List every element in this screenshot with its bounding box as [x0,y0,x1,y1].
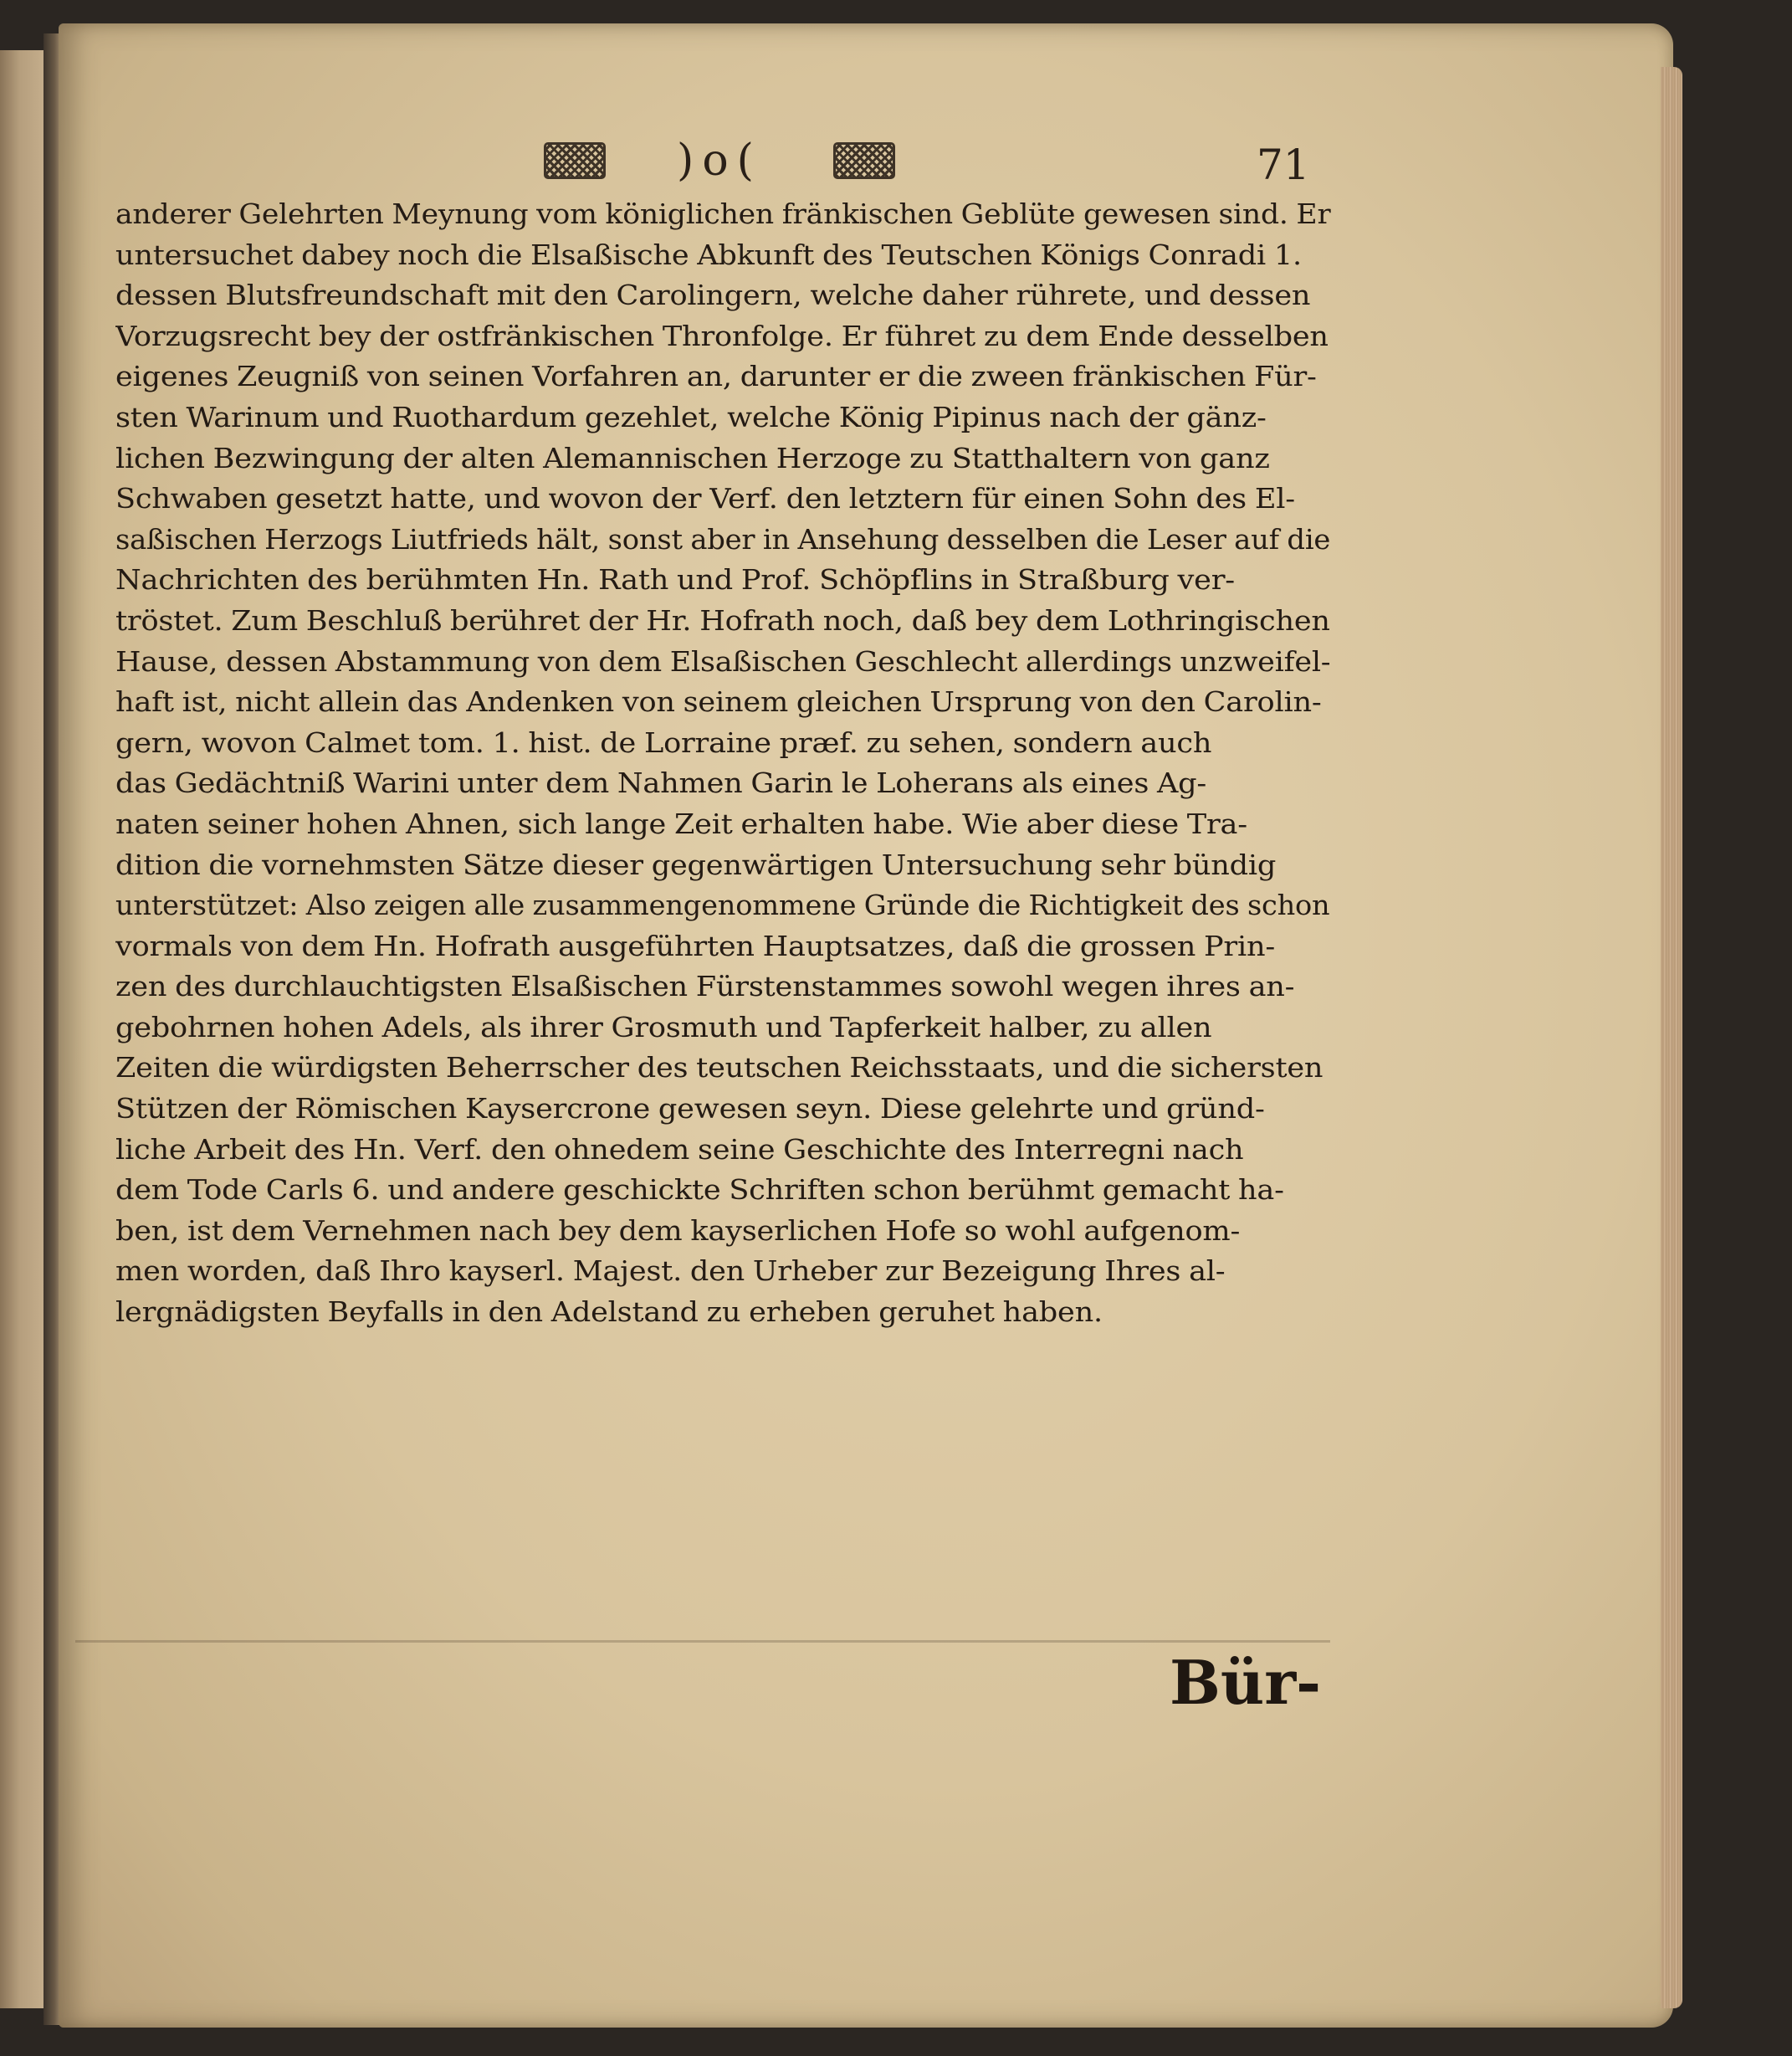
text-line: eigenes Zeugniß von seinen Vorfahren an, darunter er die zween fränkischen Für- [115,361,1317,393]
text-line: das Gedächtniß Warini unter dem Nahmen Garin le Loherans als eines Ag- [115,767,1207,800]
text-line: gern, wovon Calmet tom. 1. hist. de Lorraine præf. zu sehen, sondern auch [115,726,1212,759]
text-line: Stützen der Römischen Kaysercrone gewesen seyn. Diese gelehrte und gründ- [115,1093,1265,1125]
text-line: men worden, daß Ihro kayserl. Majest. den Urheber zur Bezeigung Ihres al- [115,1255,1226,1288]
text-line: untersuchet dabey noch die Elsaßische Abkunft des Teutschen Königs Conradi 1. [115,238,1302,271]
text-line: naten seiner hohen Ahnen, sich lange Zeit erhalten habe. Wie aber diese Tra- [115,808,1247,840]
page-number: 71 [1257,141,1310,189]
text-line: vormals von dem Hn. Hofrath ausgeführten Hauptsatzes, daß die grossen Prin- [115,930,1276,962]
text-line: lichen Bezwingung der alten Alemannischen Herzoge zu Statthaltern von ganz [115,442,1270,474]
body-text [115,194,1330,1333]
text-line: sten Warinum und Ruothardum gezehlet, welche König Pipinus nach der gänz- [115,401,1267,433]
text-line: unterstützet: Also zeigen alle zusammengenommene Gründe die Richtigkeit des schon [115,890,1330,922]
text-line: dition die vornehmsten Sätze dieser gegenwärtigen Untersuchung sehr bündig [115,849,1277,881]
text-line: saßischen Herzogs Liutfrieds hält, sonst aber in Ansehung desselben die Leser auf die [115,523,1331,556]
text-line: tröstet. Zum Beschluß berühret der Hr. Hofrath noch, daß bey dem Lothringischen [115,604,1330,637]
text-line: anderer Gelehrten Meynung vom königlichen fränkischen Geblüte gewesen sind. Er [115,198,1331,230]
ornament-left-icon [544,142,606,179]
header-center-mark: )o( [677,136,762,186]
left-page-sliver [0,50,49,2008]
catchword: Bür- [1170,1647,1322,1718]
ornament-right-icon [833,142,895,179]
text-line: Zeiten die würdigsten Beherrscher des teutschen Reichsstaats, und die sichersten [115,1052,1324,1084]
show-through-rule [75,1640,1330,1643]
text-line: ben, ist dem Vernehmen nach bey dem kayserlichen Hofe so wohl aufgenom- [115,1214,1241,1247]
text-line: dem Tode Carls 6. und andere geschickte Schriften schon berühmt gemacht ha- [115,1174,1284,1207]
text-line: Hause, dessen Abstammung von dem Elsaßischen Geschlecht allerdings unzweifel- [115,645,1331,678]
text-line: Nachrichten des berühmten Hn. Rath und Prof. Schöpflins in Straßburg ver- [115,564,1235,597]
text-line: Schwaben gesetzt hatte, und wovon der Verf. den letztern für einen Sohn des El- [115,483,1295,515]
text-line: dessen Blutsfreundschaft mit den Carolingern, welche daher rührete, und dessen [115,279,1311,312]
running-header [544,136,895,186]
text-line: gebohrnen hohen Adels, als ihrer Grosmuth und Tapferkeit halber, zu allen [115,1011,1212,1043]
text-line: haft ist, nicht allein das Andenken von seinem gleichen Ursprung von den Carolin- [115,686,1322,719]
text-line: zen des durchlauchtigsten Elsaßischen Fürstenstammes sowohl wegen ihres an- [115,971,1295,1003]
text-line: liche Arbeit des Hn. Verf. den ohnedem seine Geschichte des Interregni nach [115,1133,1244,1166]
text-line: Vorzugsrecht bey der ostfränkischen Thronfolge. Er führet zu dem Ende desselben [115,320,1329,352]
text-line: lergnädigsten Beyfalls in den Adelstand zu erheben geruhet haben. [115,1296,1103,1329]
page-edge-right [1661,67,1682,2008]
